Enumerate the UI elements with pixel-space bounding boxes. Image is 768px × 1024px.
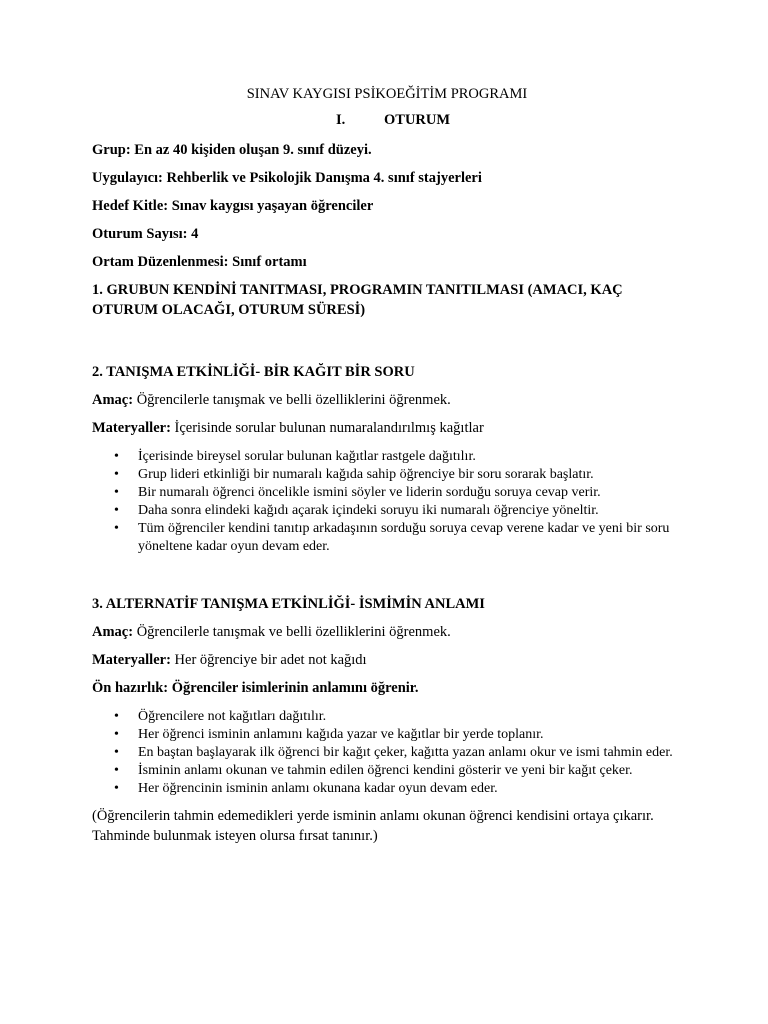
section-2-materials-label: Materyaller: bbox=[92, 420, 171, 436]
list-item bbox=[92, 744, 682, 762]
section-3-bullet-list bbox=[92, 708, 682, 798]
section-3-materials bbox=[92, 650, 682, 670]
bullet-icon: • bbox=[114, 709, 119, 724]
section-2-materials-text: İçerisinde sorular bulunan numaralandırılmış kağıtlar bbox=[170, 420, 484, 436]
list-item bbox=[92, 502, 682, 520]
list-item bbox=[92, 726, 682, 744]
list-item bbox=[92, 484, 682, 502]
bullet-icon: • bbox=[114, 781, 119, 796]
list-item bbox=[92, 708, 682, 726]
bullet-icon: • bbox=[114, 763, 119, 778]
section-1-heading-line2: OTURUM OLACAĞI, OTURUM SÜRESİ) bbox=[92, 302, 366, 318]
section-3-goal-label: Amaç: bbox=[92, 624, 134, 640]
section-3-heading: 3. ALTERNATİF TANIŞMA ETKİNLİĞİ- İSMİMİN ANLAMI bbox=[92, 596, 485, 612]
info-environment: Ortam Düzenlenmesi: Sınıf ortamı bbox=[92, 254, 307, 270]
section-3-note: (Öğrencilerin tahmin edemedikleri yerde isminin anlamı okunan öğrenci kendisini ortaya çıkarır. Tahminde bulunmak isteyen olursa fırsat tanınır.) bbox=[92, 808, 654, 844]
list-item bbox=[92, 780, 682, 798]
list-item-text: Grup lideri etkinliği bir numaralı kağıda sahip öğrenciye bir soru sorarak başlatır. bbox=[138, 467, 594, 482]
bullet-icon: • bbox=[114, 485, 119, 500]
bullet-icon: • bbox=[114, 449, 119, 464]
document-body bbox=[92, 84, 682, 846]
section-2-goal bbox=[92, 390, 682, 410]
info-target-audience: Hedef Kitle: Sınav kaygısı yaşayan öğrenciler bbox=[92, 198, 374, 214]
section-2-bullet-list bbox=[92, 448, 682, 556]
section-2-heading: 2. TANIŞMA ETKİNLİĞİ- BİR KAĞIT BİR SORU bbox=[92, 364, 415, 380]
info-session-count: Oturum Sayısı: 4 bbox=[92, 226, 199, 242]
bullet-icon: • bbox=[114, 467, 119, 482]
list-item-text: İçerisinde bireysel sorular bulunan kağıtlar rastgele dağıtılır. bbox=[138, 449, 476, 464]
list-item bbox=[92, 520, 682, 556]
bullet-icon: • bbox=[114, 727, 119, 742]
session-number: I. bbox=[336, 112, 346, 128]
section-2-goal-text: Öğrencilerle tanışmak ve belli özelliklerini öğrenmek. bbox=[133, 392, 451, 408]
list-item-text: İsminin anlamı okunan ve tahmin edilen öğrenci kendini gösterir ve yeni bir kağıt çeker. bbox=[138, 763, 633, 778]
section-2-goal-label: Amaç: bbox=[92, 392, 134, 408]
list-item bbox=[92, 466, 682, 484]
list-item bbox=[92, 762, 682, 780]
section-3-goal-text: Öğrencilerle tanışmak ve belli özelliklerini öğrenmek. bbox=[133, 624, 451, 640]
list-item-text: En baştan başlayarak ilk öğrenci bir kağıt çeker, kağıtta yazan anlamı okur ve ismi tahmin eder. bbox=[138, 745, 673, 760]
list-item-text: Daha sonra elindeki kağıdı açarak içindeki soruyu iki numaralı öğrenciye yöneltir. bbox=[138, 503, 599, 518]
list-item-text: Tüm öğrenciler kendini tanıtıp arkadaşının sorduğu soruya cevap verene kadar ve yeni bir soru yöneltene kadar oyun devam eder. bbox=[138, 521, 670, 554]
bullet-icon: • bbox=[114, 521, 119, 536]
bullet-icon: • bbox=[114, 745, 119, 760]
list-item-text: Öğrencilere not kağıtları dağıtılır. bbox=[138, 709, 327, 724]
section-1-heading-line1: 1. GRUBUN KENDİNİ TANITMASI, PROGRAMIN TANITILMASI (AMACI, KAÇ bbox=[92, 282, 623, 298]
bullet-icon: • bbox=[114, 503, 119, 518]
section-3-preparation-text: Ön hazırlık: Öğrenciler isimlerinin anlamını öğrenir. bbox=[92, 680, 419, 696]
section-3-goal bbox=[92, 622, 682, 642]
section-1-heading bbox=[92, 280, 682, 320]
section-3-materials-text: Her öğrenciye bir adet not kağıdı bbox=[170, 652, 367, 668]
info-practitioner: Uygulayıcı: Rehberlik ve Psikolojik Danışma 4. sınıf stajyerleri bbox=[92, 170, 482, 186]
list-item bbox=[92, 448, 682, 466]
info-group: Grup: En az 40 kişiden oluşan 9. sınıf düzeyi. bbox=[92, 142, 372, 158]
list-item-text: Her öğrencinin isminin anlamı okunana kadar oyun devam eder. bbox=[138, 781, 498, 796]
list-item-text: Her öğrenci isminin anlamını kağıda yazar ve kağıtlar bir yerde toplanır. bbox=[138, 727, 544, 742]
section-3-preparation bbox=[92, 678, 682, 698]
document-title: SINAV KAYGISI PSİKOEĞİTİM PROGRAMI bbox=[246, 86, 528, 102]
section-2-materials bbox=[92, 418, 682, 438]
list-item-text: Bir numaralı öğrenci öncelikle ismini söyler ve liderin sorduğu soruya cevap verir. bbox=[138, 485, 601, 500]
session-label: OTURUM bbox=[384, 112, 451, 128]
section-3-materials-label: Materyaller: bbox=[92, 652, 171, 668]
session-heading bbox=[92, 112, 682, 132]
